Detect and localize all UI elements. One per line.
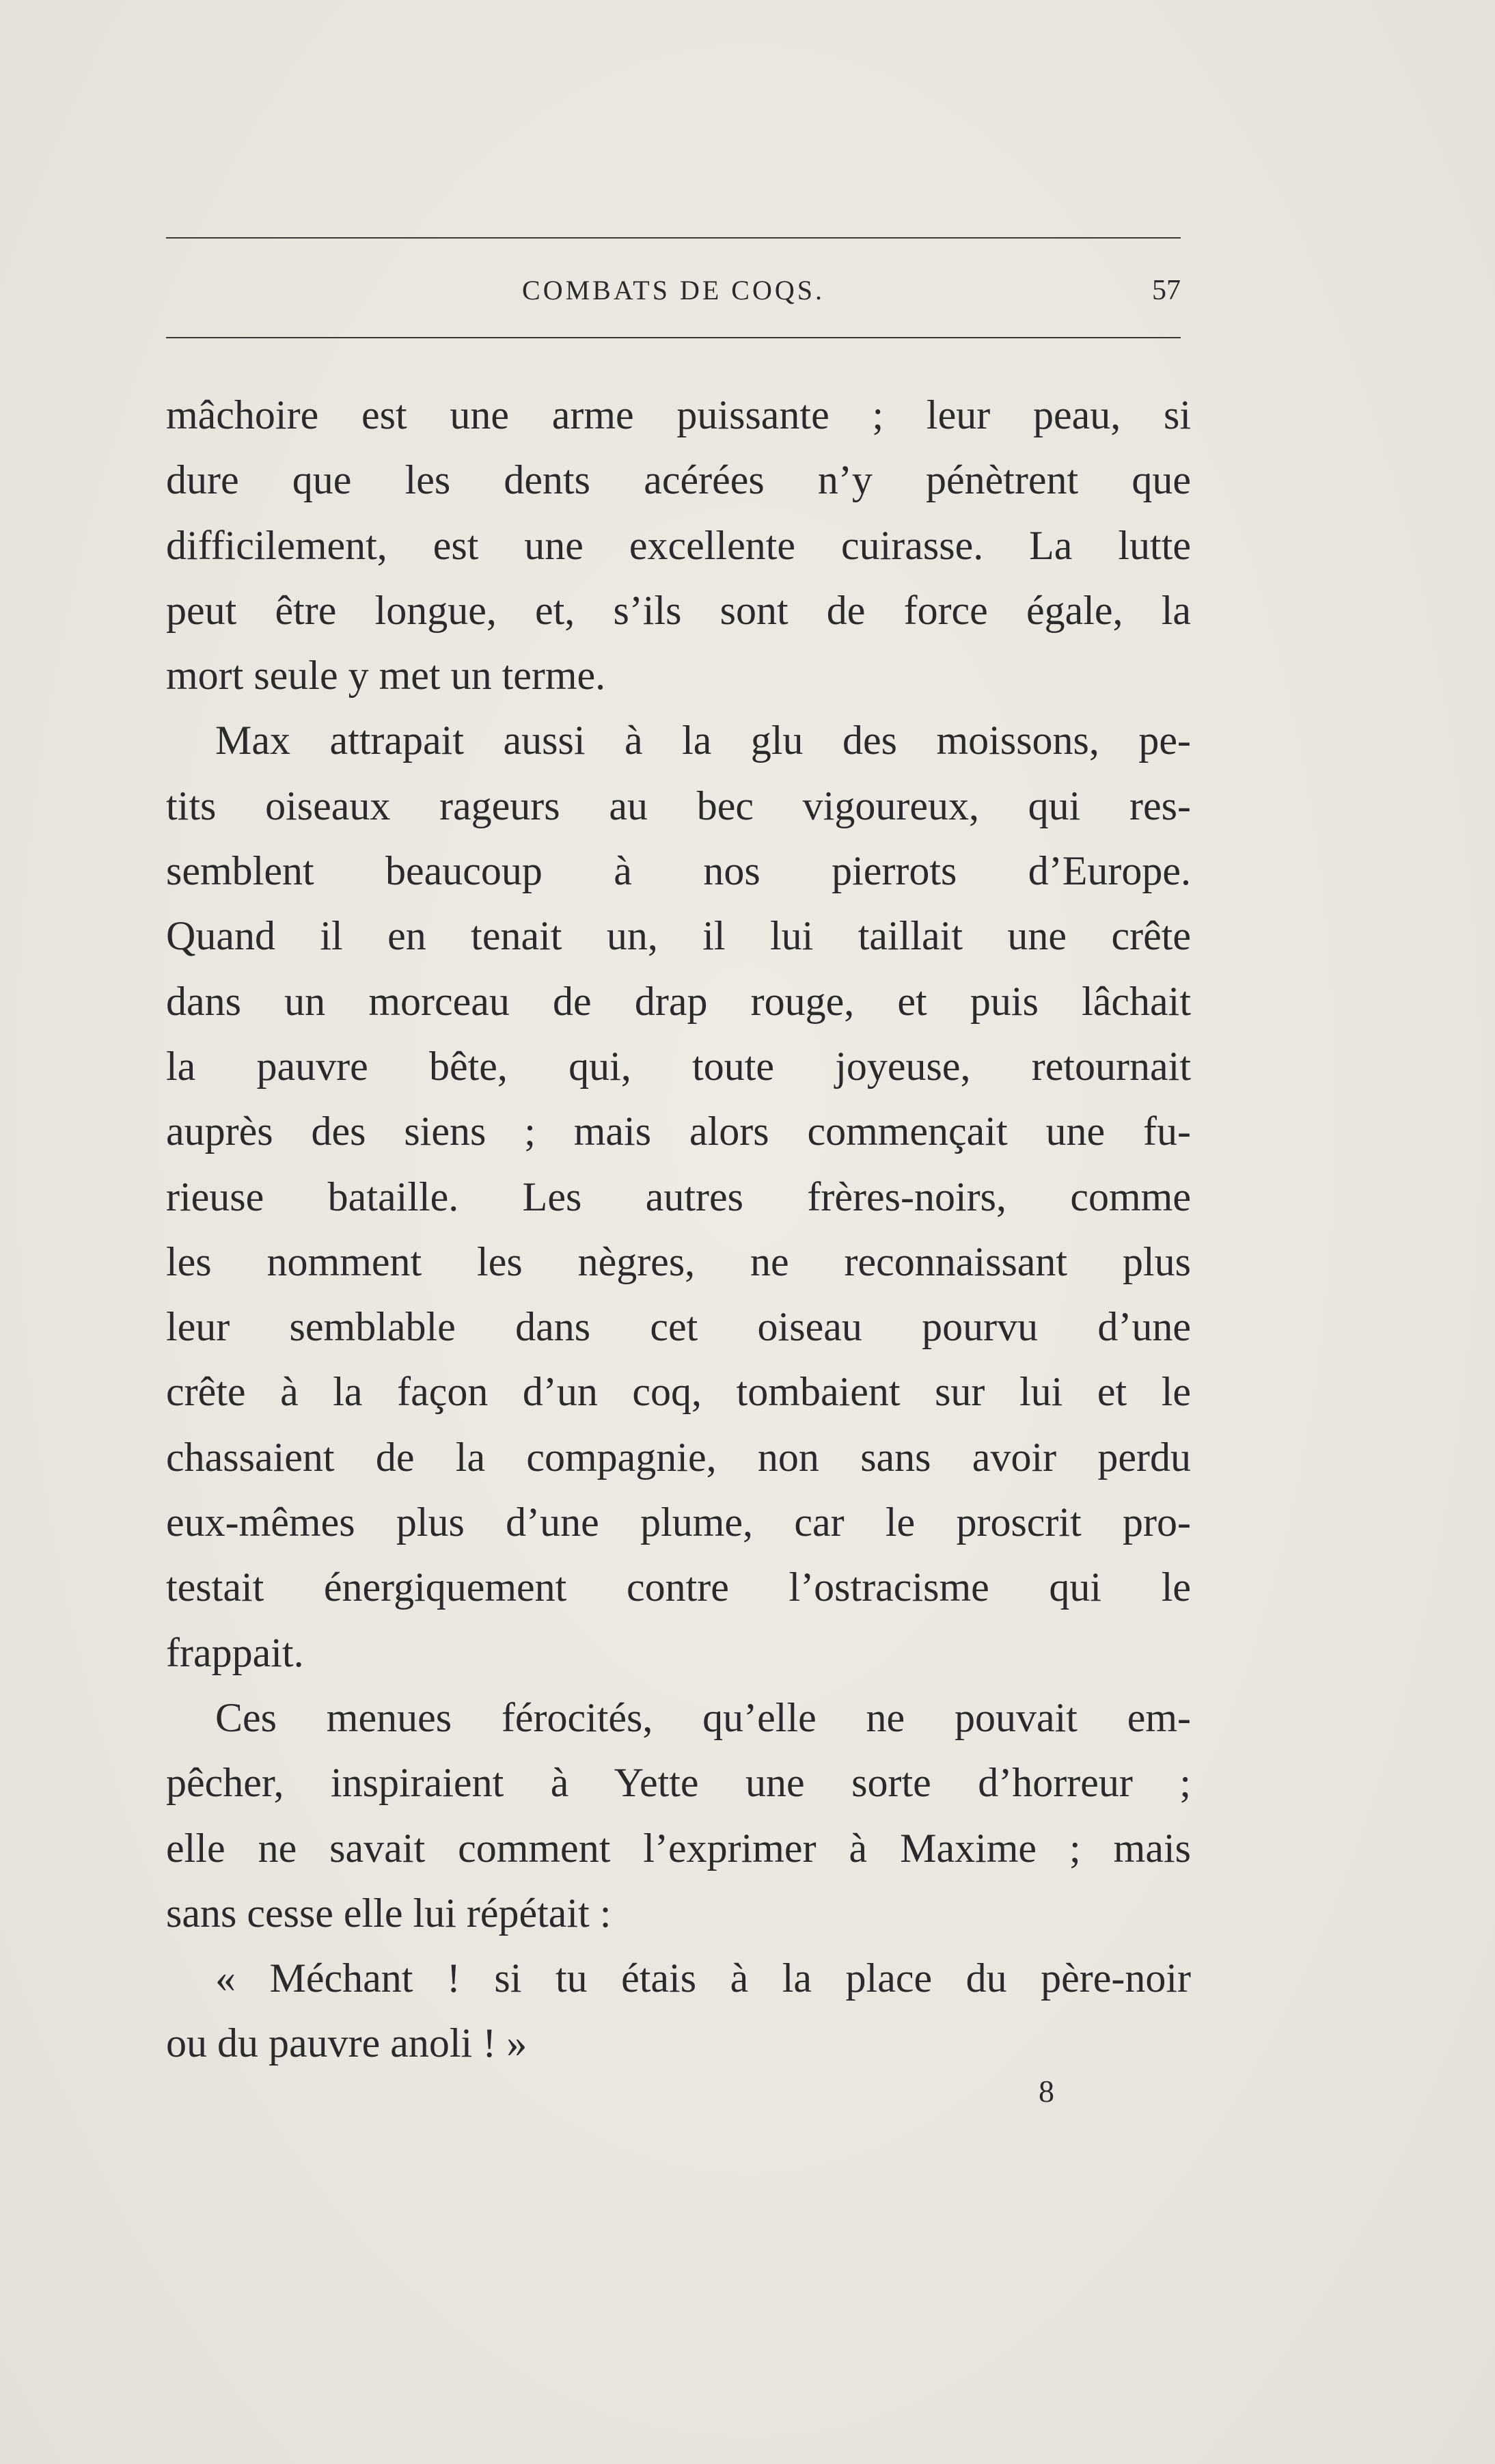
text-line: mort seule y met un terme.: [166, 653, 606, 699]
text-line: chassaient de la compagnie, non sans avoir perdu: [166, 1434, 1191, 1480]
header-rule-top: [166, 237, 1181, 239]
text-line: testait énergiquement contre l’ostracisme qui le: [166, 1565, 1191, 1610]
page-number: 57: [1152, 275, 1181, 306]
text-line: elle ne savait comment l’exprimer à Maxime ; mais: [166, 1825, 1191, 1871]
text-line: crête à la façon d’un coq, tombaient sur lui et le: [166, 1369, 1191, 1415]
text-line: « Méchant ! si tu étais à la place du père-noir: [215, 1955, 1191, 2001]
text-line: mâchoire est une arme puissante ; leur peau, si: [166, 392, 1191, 437]
text-line: Max attrapait aussi à la glu des moissons, pe-: [215, 718, 1191, 763]
text-line: tits oiseaux rageurs au bec vigoureux, qui res-: [166, 783, 1191, 828]
text-line: dans un morceau de drap rouge, et puis lâchait: [166, 978, 1191, 1024]
running-head: [166, 270, 1181, 311]
text-line: pêcher, inspiraient à Yette une sorte d’horreur ;: [166, 1760, 1191, 1806]
text-line: dure que les dents acérées n’y pénètrent que: [166, 457, 1191, 503]
text-line: Quand il en tenait un, il lui taillait une crête: [166, 913, 1191, 959]
text-line: frappait.: [166, 1629, 304, 1675]
text-line: eux-mêmes plus d’une plume, car le proscrit pro-: [166, 1500, 1191, 1545]
text-line: les nomment les nègres, ne reconnaissant plus: [166, 1238, 1191, 1284]
text-line: auprès des siens ; mais alors commençait une fu-: [166, 1109, 1191, 1154]
text-line: leur semblable dans cet oiseau pourvu d’une: [166, 1304, 1191, 1350]
body-text: [166, 383, 1191, 2078]
header-rule-bottom: [166, 337, 1181, 338]
text-line: rieuse bataille. Les autres frères-noirs, comme: [166, 1174, 1191, 1219]
text-line: ou du pauvre anoli ! »: [166, 2020, 527, 2066]
text-line: peut être longue, et, s’ils sont de force égale, la: [166, 587, 1191, 633]
running-title: COMBATS DE COQS.: [522, 275, 825, 306]
text-line: la pauvre bête, qui, toute joyeuse, retournait: [166, 1043, 1191, 1089]
text-line: sans cesse elle lui répétait :: [166, 1890, 612, 1936]
signature-mark: 8: [1039, 2074, 1054, 2109]
text-line: Ces menues férocités, qu’elle ne pouvait em-: [215, 1694, 1191, 1740]
text-line: semblent beaucoup à nos pierrots d’Europe.: [166, 848, 1191, 894]
text-line: difficilement, est une excellente cuirasse. La lutte: [166, 522, 1191, 568]
